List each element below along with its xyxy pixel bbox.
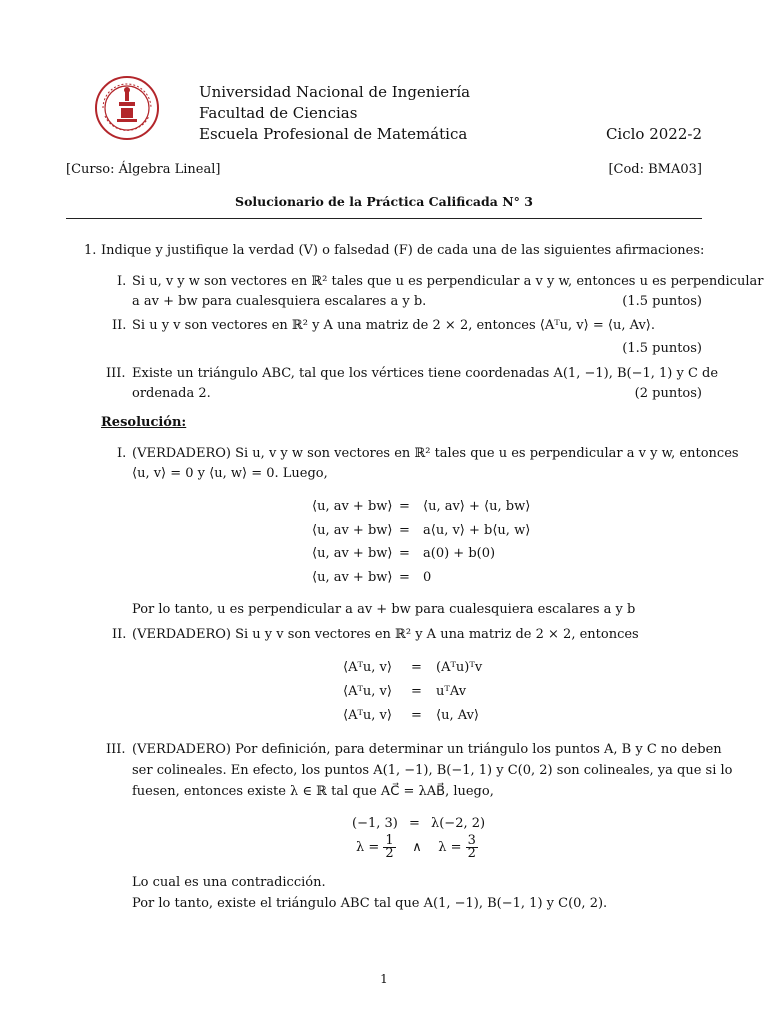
eq6-rhs: uᵀAv [436,684,467,699]
eq1-rhs: ⟨u, av⟩ + ⟨u, bw⟩ [423,499,531,514]
fraction-three-halves [466,835,478,860]
question-prompt: Indique y justifique la verdad (V) o falsedad (F) de cada una de las siguientes afirmaciones: [101,243,705,258]
eq9-mid: λ = [438,840,462,855]
eq7-rhs: ⟨u, Av⟩ [436,708,479,723]
frac2-den: 2 [467,846,476,861]
item-iii-line1: Existe un triángulo ABC, tal que los vértices tiene coordenadas A(1, −1), B(−1, 1) y C de [132,366,719,381]
eq2-rhs: a⟨u, v⟩ + b⟨u, w⟩ [423,523,531,538]
eq4-op: = [399,570,410,585]
cycle-label: Ciclo 2022-2 [605,125,702,143]
faculty-name: Facultad de Ciencias [199,104,358,122]
eq2-lhs: ⟨u, av + bw⟩ [312,523,393,538]
part1-roman: I. [117,446,127,461]
eq4-rhs: 0 [423,570,432,585]
course-code: [Cod: BMA03] [608,162,702,177]
eq8-lhs: (−1, 3) [352,816,398,831]
fraction-one-half [383,835,395,860]
eq1-lhs: ⟨u, av + bw⟩ [312,499,393,514]
eq9-left: λ = [356,840,380,855]
university-name: Universidad Nacional de Ingeniería [199,83,471,101]
part3-line1: (VERDADERO) Por definición, para determinar un triángulo los puntos A, B y C no deben [132,742,722,757]
part2-roman: II. [112,627,127,642]
eq6-op: = [411,684,422,699]
eq5-lhs: ⟨Aᵀu, v⟩ [343,660,392,675]
item-i-line2: a av + bw para cualesquiera escalares a y b. [132,294,427,309]
item-ii-points: (1.5 puntos) [622,341,702,356]
resolution-heading: Resolución: [101,415,187,430]
eq3-lhs: ⟨u, av + bw⟩ [312,546,393,561]
title-rule [66,218,702,219]
part1-line1: (VERDADERO) Si u, v y w son vectores en ℝ² tales que u es perpendicular a v y w, entonces [132,446,739,461]
eq9 [356,834,478,862]
item-i-points: (1.5 puntos) [622,294,702,309]
eq9-and: ∧ [412,840,422,855]
part3-line3: fuesen, entonces existe λ ∈ ℝ tal que AC⃗ = λAB⃗, luego, [132,784,494,799]
part3-roman: III. [106,742,126,757]
part3-contradiction: Lo cual es una contradicción. [132,875,326,890]
frac1-num: 1 [385,833,394,848]
eq3-op: = [399,546,410,561]
frac2-num: 3 [467,833,476,848]
eq1-op: = [399,499,410,514]
part1-conclusion: Por lo tanto, u es perpendicular a av + bw para cualesquiera escalares a y b [132,602,636,617]
item-iii-points: (2 puntos) [634,386,702,401]
eq8-op: = [409,816,420,831]
eq7-op: = [411,708,422,723]
eq5-op: = [411,660,422,675]
eq4-lhs: ⟨u, av + bw⟩ [312,570,393,585]
school-name: Escuela Profesional de Matemática [199,125,468,143]
item-i-roman: I. [117,274,127,289]
document-title: Solucionario de la Práctica Calificada N° 3 [235,194,533,209]
eq3-rhs: a(0) + b(0) [423,546,496,561]
item-ii-line1: Si u y v son vectores en ℝ² y A una matriz de 2 × 2, entonces ⟨Aᵀu, v⟩ = ⟨u, Av⟩. [132,318,655,333]
item-i-line1: Si u, v y w son vectores en ℝ² tales que u es perpendicular a v y w, entonces u es perpendicular [132,274,764,289]
part3-conclusion: Por lo tanto, existe el triángulo ABC tal que A(1, −1), B(−1, 1) y C(0, 2). [132,896,608,911]
eq2-op: = [399,523,410,538]
part2-line1: (VERDADERO) Si u y v son vectores en ℝ² y A una matriz de 2 × 2, entonces [132,627,639,642]
eq5-rhs: (Aᵀu)ᵀv [436,660,483,675]
part1-line2: ⟨u, v⟩ = 0 y ⟨u, w⟩ = 0. Luego, [132,466,328,481]
item-ii-roman: II. [112,318,127,333]
eq6-lhs: ⟨Aᵀu, v⟩ [343,684,392,699]
question-number: 1. [84,243,97,258]
item-iii-roman: III. [106,366,126,381]
frac1-den: 2 [385,846,394,861]
eq7-lhs: ⟨Aᵀu, v⟩ [343,708,392,723]
course-label: [Curso: Álgebra Lineal] [66,162,221,177]
university-seal-icon [95,76,159,140]
item-iii-line2: ordenada 2. [132,386,211,401]
eq8-rhs: λ(−2, 2) [431,816,486,831]
page-number: 1 [380,972,388,986]
part3-line2: ser colineales. En efecto, los puntos A(1, −1), B(−1, 1) y C(0, 2) son colineales, ya que si lo [132,763,733,778]
